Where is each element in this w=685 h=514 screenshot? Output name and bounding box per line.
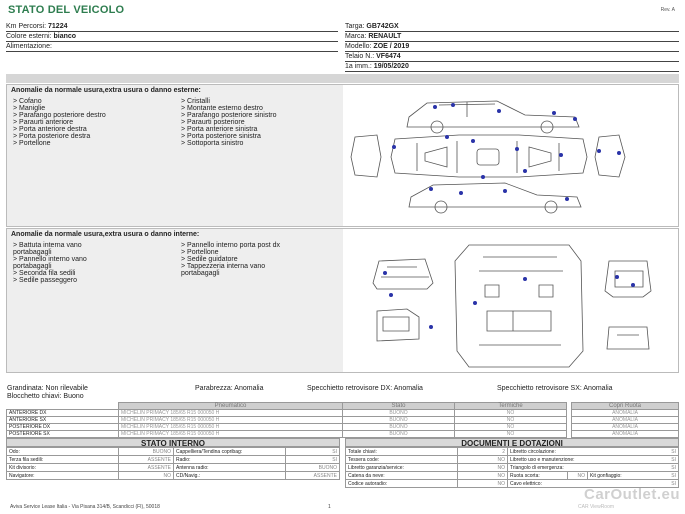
kv-value: NO: [119, 472, 174, 480]
damage-marker-icon: [389, 293, 393, 297]
brand-label: Marca:: [345, 33, 367, 40]
table-row: [7, 417, 679, 424]
vin-row: [345, 52, 679, 62]
model-row: [345, 42, 679, 52]
damage-marker-icon: [523, 169, 527, 173]
kv-key: Cappelliera/Tendina copribag:: [174, 448, 286, 456]
list-item: > Sottoporta sinistro: [181, 140, 244, 147]
damage-marker-icon: [392, 145, 396, 149]
section-divider-bar: [6, 74, 679, 83]
kv-value: SI: [671, 464, 676, 471]
tyre-cover: ANOMALIA: [572, 410, 679, 417]
tyre-model: MICHELIN PRIMACY 185/65 R15 000050 H: [119, 424, 343, 431]
kv-key: CD/Navig.:: [174, 472, 286, 480]
fuel-label: Alimentazione:: [6, 43, 52, 50]
tyre-thermal: NO: [455, 410, 567, 417]
km-label: Km Percorsi:: [6, 23, 47, 30]
list-item: > Maniglie: [13, 105, 46, 112]
kv-value: SI: [671, 456, 676, 463]
exterior-text-area: [7, 85, 343, 226]
list-item: > Cristalli: [181, 98, 210, 105]
kv-key-text: Libretto uso e manutenzione:: [510, 456, 575, 463]
footer-brand: CAR ViewRoom: [578, 504, 615, 510]
damage-marker-icon: [615, 275, 619, 279]
kv-key: Antenna radio:: [174, 464, 286, 472]
kv-value: ASSENTE: [119, 456, 174, 464]
damage-marker-icon: [523, 277, 527, 281]
km-value: 71224: [48, 23, 68, 30]
col-header-thermal: Termiche: [455, 403, 567, 410]
kv-value: SI: [671, 480, 676, 487]
damage-marker-icon: [631, 283, 635, 287]
table-row: [346, 464, 679, 472]
kv-key: Radio:: [174, 456, 286, 464]
damage-marker-icon: [497, 109, 501, 113]
damage-marker-icon: [433, 105, 437, 109]
list-item: > Porta posteriore destra: [13, 133, 91, 140]
table-row: [7, 424, 679, 431]
kv-key: Libretto garanzia/service:: [346, 464, 458, 472]
list-item: > Paraurti posteriore: [181, 119, 245, 126]
revision-label: Rev. A: [660, 7, 675, 13]
kv-value: SI: [286, 456, 340, 464]
hail-status: Grandinata: Non rilevabile: [7, 385, 88, 392]
kv-key: Navigatore:: [7, 472, 119, 480]
kv-value: NO: [458, 472, 508, 480]
damage-marker-icon: [445, 135, 449, 139]
brand-value: RENAULT: [368, 33, 402, 40]
color-value: bianco: [53, 33, 77, 40]
damage-marker-icon: [559, 153, 563, 157]
list-item: > Parafango posteriore destro: [13, 112, 106, 119]
interior-text-area: [7, 229, 343, 372]
damage-marker-icon: [451, 103, 455, 107]
mirror-dx-status: Specchietto retrovisore DX: Anomalia: [307, 385, 423, 392]
kv-value: BUONO: [286, 464, 340, 472]
kv-key: [508, 448, 679, 456]
kv-key-text: Kit gonfiaggio:: [590, 472, 622, 479]
color-row: [6, 32, 338, 42]
list-item: > Montante esterno destro: [181, 105, 263, 112]
damage-marker-icon: [429, 187, 433, 191]
kv-value: NO: [458, 464, 508, 472]
list-item: > Sedile passeggero: [13, 277, 78, 284]
table-row: [7, 431, 679, 438]
car-interior-icon: [347, 231, 677, 370]
tyre-state: BUONO: [343, 410, 455, 417]
tyre-state: BUONO: [343, 431, 455, 438]
documenti-section: [345, 438, 679, 488]
regdate-row: [345, 62, 679, 72]
kv-key: Odo:: [7, 448, 119, 456]
kv-key: [508, 464, 679, 472]
damage-marker-icon: [597, 149, 601, 153]
kv-key-text: Cavo elettrico:: [510, 480, 542, 487]
damage-marker-icon: [481, 175, 485, 179]
interior-car-diagram: [347, 231, 677, 370]
tyre-state: BUONO: [343, 417, 455, 424]
kv-key-text: Triangolo di emergenza:: [510, 464, 564, 471]
vin-value: VF6474: [376, 53, 401, 60]
col-header-cover: Copri Ruota: [572, 403, 679, 410]
exterior-list-col2: [181, 98, 277, 147]
kv-value: SI: [286, 448, 340, 456]
damage-marker-icon: [473, 301, 477, 305]
tyre-thermal: NO: [455, 417, 567, 424]
list-item: portabagagli: [13, 249, 52, 256]
kv-value: NO: [458, 456, 508, 464]
plate-label: Targa:: [345, 23, 365, 30]
damage-marker-icon: [429, 325, 433, 329]
mirror-sx-status: Specchietto retrovisore SX: Anomalia: [497, 385, 613, 392]
vin-label: Telaio N.:: [345, 53, 375, 60]
kv-value: NO: [568, 472, 588, 480]
table-row: [7, 448, 340, 456]
regdate-label: 1a imm.:: [345, 63, 372, 70]
interior-panel: [6, 228, 679, 373]
table-row: [346, 448, 679, 456]
list-item: > Tappezzeria interna vano: [181, 263, 266, 270]
car-outline-icon: [347, 87, 677, 224]
kv-key: Kit divisorio:: [7, 464, 119, 472]
table-row: [346, 472, 679, 480]
list-item: > Portellone: [13, 140, 51, 147]
exterior-panel: [6, 84, 679, 227]
status-line-2: Blocchetto chiavi: Buono: [7, 393, 84, 400]
tyre-position: POSTERIORE DX: [7, 424, 119, 431]
kv-key: Catena da neve:: [346, 472, 458, 480]
kv-value: ASSENTE: [286, 472, 340, 480]
interior-list-col2: [181, 242, 280, 277]
list-item: > Parafango posteriore sinistro: [181, 112, 277, 119]
tyre-thermal: NO: [455, 431, 567, 438]
kv-value: NO: [458, 480, 508, 488]
exterior-list-col1: [13, 98, 106, 147]
damage-marker-icon: [383, 271, 387, 275]
windshield-status: Parabrezza: Anomalia: [195, 385, 264, 392]
list-item: > Battuta interna vano: [13, 242, 82, 249]
table-row: [346, 456, 679, 464]
watermark-logo: CarOutlet.eu: [584, 486, 681, 503]
damage-marker-icon: [459, 191, 463, 195]
damage-marker-icon: [471, 139, 475, 143]
tyre-cover: ANOMALIA: [572, 417, 679, 424]
list-item: portabagagli: [13, 263, 52, 270]
documenti-title: DOCUMENTI E DOTAZIONI: [345, 438, 679, 447]
damage-marker-icon: [552, 111, 556, 115]
kv-value: 2: [458, 448, 508, 456]
km-row: [6, 22, 338, 32]
model-label: Modello:: [345, 43, 372, 50]
header-right: [345, 22, 679, 72]
tyre-model: MICHELIN PRIMACY 185/65 R15 000050 H: [119, 431, 343, 438]
tyre-cover: ANOMALIA: [572, 431, 679, 438]
page-title: STATO DEL VEICOLO: [8, 4, 125, 16]
damage-marker-icon: [503, 189, 507, 193]
header-left: [6, 22, 338, 52]
color-label: Colore esterni:: [6, 33, 52, 40]
list-item: > Porta anteriore sinistra: [181, 126, 258, 133]
exterior-car-diagram: [347, 87, 677, 224]
kv-key: Codice autoradio:: [346, 480, 458, 488]
interior-title: Anomalie da normale usura,extra usura o danno interne:: [11, 231, 200, 238]
tyre-model: MICHELIN PRIMACY 185/65 R15 000050 H: [119, 410, 343, 417]
tyre-position: ANTERIORE DX: [7, 410, 119, 417]
kv-key: [588, 472, 679, 480]
tyre-position: ANTERIORE SX: [7, 417, 119, 424]
col-header-tyre: Pneumatico: [119, 403, 343, 410]
tyre-cover: ANOMALIA: [572, 424, 679, 431]
list-item: > Sedile guidatore: [181, 256, 238, 263]
table-row: [7, 472, 340, 480]
damage-marker-icon: [573, 117, 577, 121]
regdate-value: 19/05/2020: [373, 63, 409, 70]
kv-key: Totale chiavi:: [346, 448, 458, 456]
tyres-header-row: [7, 403, 679, 410]
list-item: portabagagli: [181, 270, 220, 277]
kv-key-text: Libretto circolazione:: [510, 448, 556, 455]
table-row: [7, 410, 679, 417]
model-value: ZOE / 2019: [373, 43, 410, 50]
list-item: > Porta posteriore sinistra: [181, 133, 261, 140]
footer-page-number: 1: [328, 504, 331, 510]
damage-marker-icon: [515, 147, 519, 151]
brand-row: [345, 32, 679, 42]
tyre-state: BUONO: [343, 424, 455, 431]
stato-interno-title: STATO INTERNO: [6, 438, 340, 447]
list-item: > Seconda fila sedili: [13, 270, 76, 277]
plate-value: GB742GX: [366, 23, 399, 30]
list-item: > Porta anteriore destra: [13, 126, 87, 133]
plate-row: [345, 22, 679, 32]
stato-interno-table: [6, 447, 340, 480]
kv-key: Ruota scorta:: [508, 472, 568, 480]
documenti-table: [345, 447, 679, 488]
list-item: > Paraurti anteriore: [13, 119, 74, 126]
fuel-row: [6, 42, 338, 52]
tyres-table: [6, 402, 679, 438]
exterior-title: Anomalie da normale usura,extra usura o danno esterne:: [11, 87, 201, 94]
damage-marker-icon: [617, 151, 621, 155]
header-spacer: [7, 403, 119, 410]
list-item: > Portellone: [181, 249, 219, 256]
interior-list-col1: [13, 242, 87, 284]
kv-key: Terza fila sedili:: [7, 456, 119, 464]
col-header-state: Stato: [343, 403, 455, 410]
tyre-position: POSTERIORE SX: [7, 431, 119, 438]
stato-interno-section: [6, 438, 340, 480]
tyre-thermal: NO: [455, 424, 567, 431]
damage-marker-icon: [565, 197, 569, 201]
list-item: > Pannello interno porta post dx: [181, 242, 281, 249]
list-item: > Cofano: [13, 98, 42, 105]
table-row: [7, 456, 340, 464]
footer-address: Aviva Service Lease Italia - Via Pisana 314/B, Scandicci (FI), 50018: [10, 504, 160, 510]
kv-value: ASSENTE: [119, 464, 174, 472]
kv-key: [508, 456, 679, 464]
kv-key: Tessera code:: [346, 456, 458, 464]
tyre-model: MICHELIN PRIMACY 185/65 R15 000050 H: [119, 417, 343, 424]
list-item: > Pannello interno vano: [13, 256, 87, 263]
kv-value: BUONO: [119, 448, 174, 456]
kv-value: SI: [671, 472, 676, 479]
kv-value: SI: [671, 448, 676, 455]
table-row: [7, 464, 340, 472]
